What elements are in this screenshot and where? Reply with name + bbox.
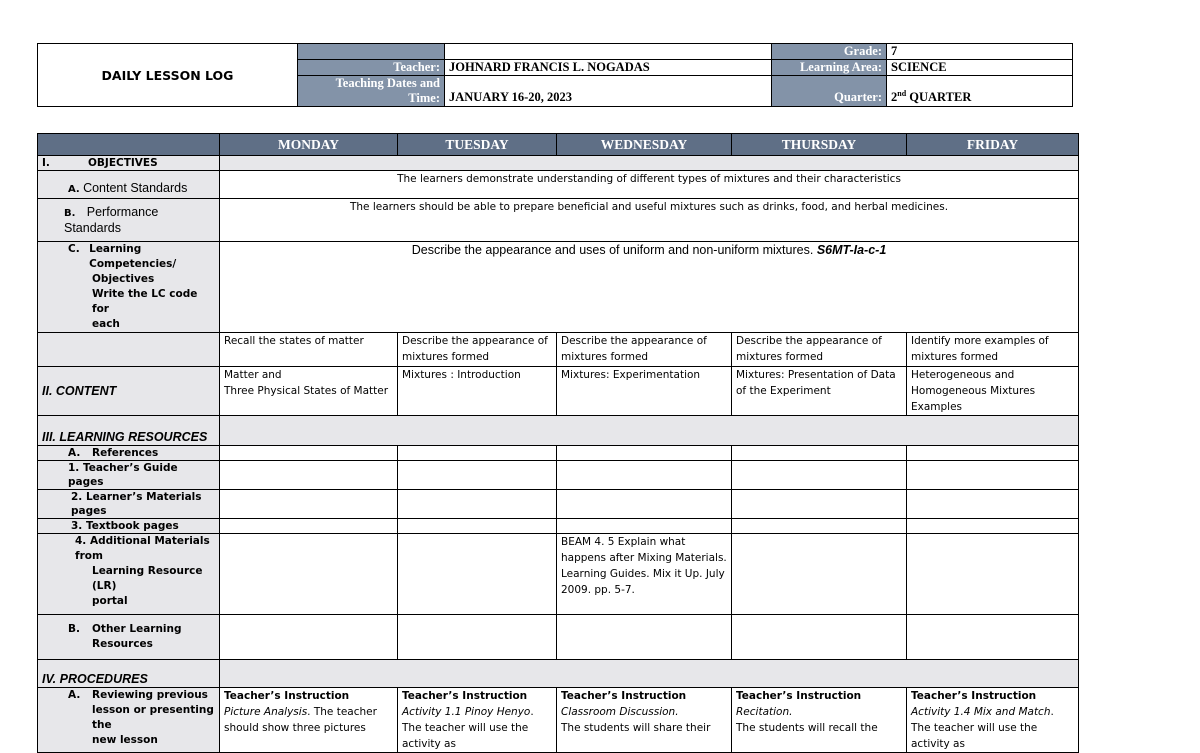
competencies-text: Describe the appearance and uses of uniform and non-uniform mixtures. [411,243,814,257]
quarter-rest: QUARTER [906,90,972,104]
content-monday-1: Matter and [224,369,282,381]
procedure-thursday-text: The students will recall the [736,722,878,734]
content-row [38,367,1079,416]
procedure-monday-heading: Teacher’s Instruction [224,690,350,702]
grade-value: 7 [887,44,1073,60]
references-text: References [92,447,159,459]
procedures-label: IV. PROCEDURES [38,660,220,688]
cell [398,490,557,519]
dates-label-line1: Teaching Dates and [335,76,440,90]
cell [398,615,557,660]
cell [220,615,398,660]
cell [732,519,907,534]
procedure-friday-italic: Activity 1.4 Mix and Match [911,706,1051,718]
references-num: A. [68,447,81,459]
dates-label-line2: Time: [408,91,440,105]
objective-monday: Recall the states of matter [220,333,398,367]
competencies-row [38,242,1079,333]
procedures-row [38,660,1079,688]
cell [557,461,732,490]
other-resources-line2: Resources [92,638,153,650]
dates-label [298,76,445,107]
blank-label-cell [298,44,445,60]
reviewing-label [38,688,220,753]
procedure-wednesday-italic: Classroom Discussion. [561,706,679,718]
additional-materials-line1: 4. Additional Materials from [75,535,210,562]
cell [220,446,398,461]
day-friday: FRIDAY [907,134,1079,156]
cell [907,461,1079,490]
objectives-row [38,156,1079,171]
procedure-wednesday-text: The students will share their [561,722,711,734]
area-label: Learning Area: [772,60,887,76]
textbook-pages-label: 3. Textbook pages [38,519,220,534]
cell [907,615,1079,660]
quarter-label: Quarter: [772,76,887,107]
procedure-tuesday-heading: Teacher’s Instruction [402,690,528,702]
performance-standards-num: B. [64,207,76,219]
content-standards-row [38,171,1079,199]
procedure-tuesday-italic: Activity 1.1 Pinoy Henyo [402,706,531,718]
cell [732,615,907,660]
procedure-monday-italic: Picture Analysis [224,706,308,718]
area-value: SCIENCE [887,60,1073,76]
cell [557,446,732,461]
content-friday: Heterogeneous and Homogeneous Mixtures Examples [907,367,1079,416]
resources-row [38,416,1079,446]
quarter-num: 2 [891,90,898,104]
quarter-sup: nd [897,88,907,98]
competencies-line2: Objectives [92,273,155,285]
reviewing-line1 [42,688,215,703]
performance-standards-label [38,199,220,242]
competencies-label [38,242,220,333]
content-standards-num: A. [68,184,80,195]
daily-objectives-row [38,333,1079,367]
day-wednesday: WEDNESDAY [557,134,732,156]
additional-materials-line3: portal [92,595,128,607]
content-standards-text: Content Standards [83,181,188,195]
objectives-label [38,156,220,171]
content-standards-value: The learners demonstrate understanding of different types of mixtures and their characteristics [220,171,1079,199]
resources-label: III. LEARNING RESOURCES [38,416,220,446]
procedure-friday-text: . The teacher will use the activity as [911,706,1054,750]
content-wednesday: Mixtures: Experimentation [557,367,732,416]
procedure-thursday-heading: Teacher’s Instruction [736,690,862,702]
day-header-row [38,134,1079,156]
other-resources-text-1: Other Learning [92,623,182,635]
cell [557,615,732,660]
procedure-monday-text: . The teacher should show three pictures [224,706,377,734]
cell [398,461,557,490]
day-tuesday: TUESDAY [398,134,557,156]
cell [220,490,398,519]
procedure-wednesday-heading: Teacher’s Instruction [561,690,687,702]
procedure-thursday [732,688,907,753]
performance-standards-text: Performance Standards [64,204,159,235]
objectives-num: I. [42,157,50,169]
objectives-text: OBJECTIVES [88,157,158,169]
lm-pages-label: 2. Learner’s Materials pages [38,490,220,519]
objective-friday: Identify more examples of mixtures formed [907,333,1079,367]
content-tuesday: Mixtures : Introduction [398,367,557,416]
lm-pages-row [38,490,1079,519]
teacher-value: JOHNARD FRANCIS L. NOGADAS [445,60,772,76]
procedure-monday [220,688,398,753]
objective-tuesday: Describe the appearance of mixtures formed [398,333,557,367]
other-resources-line1 [42,622,215,637]
other-resources-num: B. [68,623,80,635]
grade-label: Grade: [772,44,887,60]
cell [732,534,907,615]
competencies-value [220,242,1079,333]
resources-blank [220,416,1079,446]
competencies-line4: each [92,318,120,330]
other-resources-row [38,615,1079,660]
procedure-friday-heading: Teacher’s Instruction [911,690,1037,702]
teacher-label: Teacher: [298,60,445,76]
competencies-text-1: Learning Competencies/ [89,243,177,270]
competencies-code: S6MT-Ia-c-1 [816,243,887,257]
cell [907,446,1079,461]
cell [398,446,557,461]
cell [907,490,1079,519]
procedure-tuesday-text: . The teacher will use the activity as [402,706,534,750]
competencies-line1 [42,242,215,272]
quarter-value [887,76,1073,107]
dates-value: JANUARY 16-20, 2023 [445,76,772,107]
cell [732,461,907,490]
day-thursday: THURSDAY [732,134,907,156]
additional-materials-wednesday: BEAM 4. 5 Explain what happens after Mixing Materials. Learning Guides. Mix it Up. July 2009. pp. 5-7. [557,534,732,615]
tg-pages-label: 1. Teacher’s Guide pages [38,461,220,490]
objective-thursday: Describe the appearance of mixtures formed [732,333,907,367]
references-label [38,446,220,461]
cell [557,519,732,534]
performance-standards-row [38,199,1079,242]
cell [732,446,907,461]
day-monday: MONDAY [220,134,398,156]
cell [220,461,398,490]
header-table [37,43,1073,107]
competencies-line3: Write the LC code for [92,288,198,315]
additional-materials-line2: Learning Resource (LR) [92,565,203,592]
procedures-blank [220,660,1079,688]
procedure-thursday-italic: Recitation. [736,706,793,718]
additional-materials-row [38,534,1079,615]
textbook-pages-row [38,519,1079,534]
cell [220,534,398,615]
cell [220,519,398,534]
performance-standards-value: The learners should be able to prepare beneficial and useful mixtures such as drinks, food, and herbal medicines. [220,199,1079,242]
reviewing-num: A. [68,689,81,701]
daily-objectives-label [38,333,220,367]
cell [732,490,907,519]
procedure-wednesday [557,688,732,753]
blank-value-cell [445,44,772,60]
cell [398,534,557,615]
corner-cell [38,134,220,156]
content-monday-2: Three Physical States of Matter [224,385,389,397]
cell [398,519,557,534]
cell [557,490,732,519]
reviewing-line3: new lesson [92,734,158,746]
additional-materials-label [38,534,220,615]
content-thursday: Mixtures: Presentation of Data of the Experiment [732,367,907,416]
reviewing-text-1: Reviewing previous [92,689,208,701]
content-standards-label [38,171,220,199]
log-title: DAILY LESSON LOG [38,44,298,107]
lesson-table [37,133,1079,753]
content-label: II. CONTENT [38,367,220,416]
cell [907,519,1079,534]
references-row [38,446,1079,461]
competencies-num: C. [68,243,80,255]
procedure-friday [907,688,1079,753]
tg-pages-row [38,461,1079,490]
objectives-blank [220,156,1079,171]
other-resources-label [38,615,220,660]
objective-wednesday: Describe the appearance of mixtures formed [557,333,732,367]
reviewing-row [38,688,1079,753]
content-monday [220,367,398,416]
cell [907,534,1079,615]
reviewing-line2: lesson or presenting the [92,704,214,731]
procedure-tuesday [398,688,557,753]
